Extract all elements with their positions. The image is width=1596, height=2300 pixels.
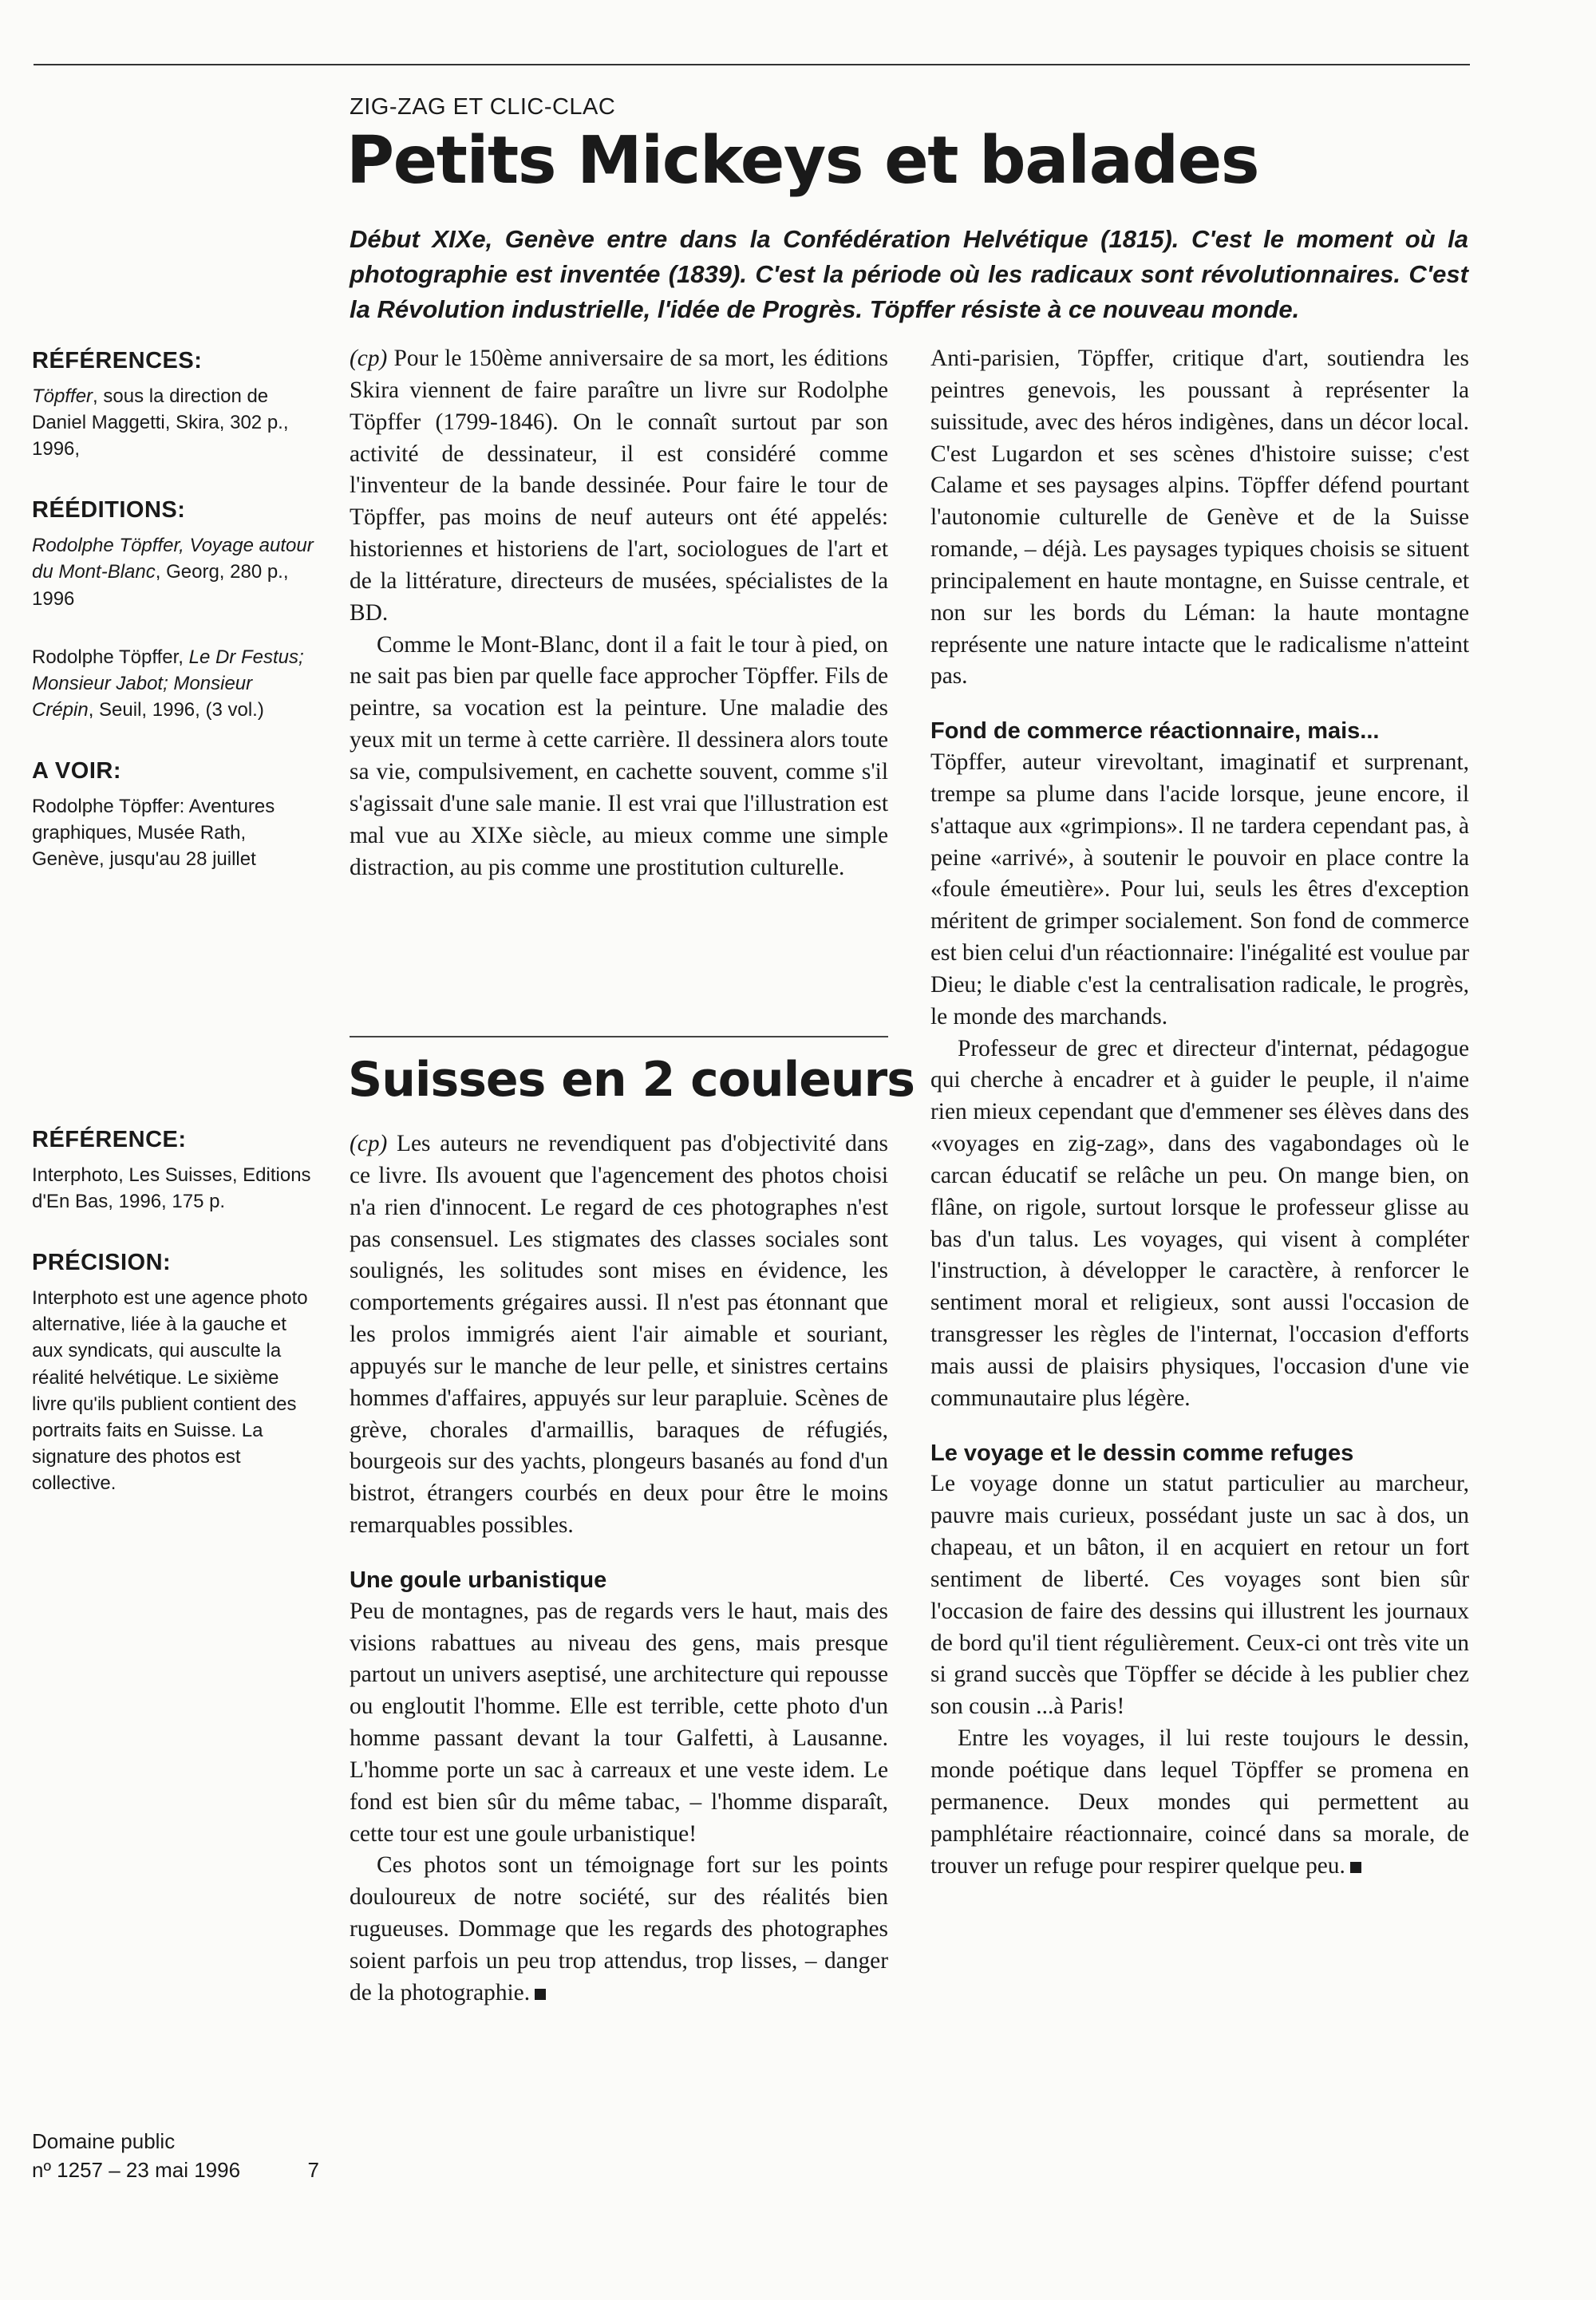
page-number: 7 bbox=[307, 2158, 319, 2183]
col2-paragraph-5: Entre les voyages, il lui reste toujours le dessin, monde poétique dans lequel Töpffer se promena en permanence. Deux mondes qui permettent au pamphlétaire réactionnaire, coincé dans sa morale, de trouver un refuge pour respirer quelque peu. bbox=[930, 1725, 1469, 1879]
sidebar-upper bbox=[32, 345, 315, 904]
col2-subhead-1: Fond de commerce réactionnaire, mais... bbox=[930, 718, 1380, 745]
col1-subhead: Une goule urbanistique bbox=[350, 1567, 607, 1593]
col2-paragraph-1: Anti-parisien, Töpffer, critique d'art, soutiendra les peintres genevois, les poussant à représenter la suissitude, avec des héros indigènes, dans un décor local. C'est Lugardon et ses scènes d'histoire suisse; c'est Calame et ses paysages alpins. Töpffer défend pourtant l'autonomie culturelle de Genève et de la Suisse romande, – déjà. Les paysages typiques choisis se situent principalement en haute montagne, en Suisse centrale, et non sur les bords du Léman: la haute montagne représente une nature intacte que le radicalisme n'atteint pas. bbox=[930, 346, 1469, 690]
avoir-heading: A VOIR: bbox=[32, 758, 121, 784]
col2-subhead-2: Le voyage et le dessin comme refuges bbox=[930, 1440, 1354, 1466]
page-title: Petits Mickeys et balades bbox=[346, 123, 1259, 199]
col2-paragraph-2: Töpffer, auteur virevoltant, imaginatif et surprenant, trempe sa plume dans l'acide lorsque, jeune encore, il s'attaque aux «grimpions». Il ne tardera cependant pas, à peine «arrivé», à soutenir le pouvoir en place contre la «foule émeutière». Pour lui, seuls les êtres d'exception méritent de grimper socialement. Son fond de commerce est bien celui d'un réactionnaire: l'inégalité est voulue par Dieu; le diable c'est la centralisation radicale, le progrès, le monde des marchands. bbox=[930, 749, 1469, 1029]
end-mark-icon bbox=[535, 1989, 546, 2000]
col2-paragraph-4: Le voyage donne un statut particulier au marcheur, pauvre mais curieux, possédant juste un sac à dos, un chapeau, et un bâton, il en acquiert en retour un fort sentiment de liberté. Ces voyages sont bien sûr l'occasion de faire des dessins qui illustrent les journaux de bord qu'il tient régulièrement. Ceux-ci ont très vite un si grand succès que Töpffer se décide à les publier chez son cousin ...à Paris! bbox=[930, 1471, 1469, 1720]
col2-paragraph-3: Professeur de grec et directeur d'internat, pédagogue qui cherche à encadrer et à guider le peuple, il n'aime rien mieux cependant que d'emmener ses élèves dans des «voyages en zig-zag», dans des vagabondages où le carcan éducatif se relâche un peu. On mange bien, on flâne, on rigole, surtout lorsque le professeur glisse au bas d'un talus. Les voyages, qui visent à compléter l'instruction, à développer le caractère, à renforcer le sentiment moral et religieux, sont aussi l'occasion de transgresser les règles de l'internat, l'occasion d'efforts mais aussi de plaisirs physiques, l'occasion d'une vie communautaire plus légère. bbox=[930, 1035, 1469, 1411]
column-1-top bbox=[350, 343, 888, 883]
column-1-bottom bbox=[350, 1128, 888, 2010]
reference-text: Interphoto, Les Suisses, Editions d'En Bas, 1996, 175 p. bbox=[32, 1164, 311, 1213]
precision-text: Interphoto est une agence photo alternative, liée à la gauche et aux syndicats, qui ausculte la réalité helvétique. Le sixième livre qu'ils publient contient des portraits faits en Suisse. La signature des photos est collective. bbox=[32, 1287, 308, 1495]
references-heading: RÉFÉRENCES: bbox=[32, 348, 203, 373]
col1-paragraph-3: (cp) Les auteurs ne revendiquent pas d'objectivité dans ce livre. Ils avouent que l'agencement des photos choisi n'a rien d'innocent. Le regard de ces photographes n'est pas consensuel. Les stigmates des classes sociales sont soulignés, les solitudes sont mises en évidence, les comportements grégaires aussi. Il n'est pas étonnant que les prolos immigrés aient l'air aimable et souriant, appuyés sur le manche de leur pelle, et sinistres certains hommes d'affaires, appuyés sur leur parapluie. Scènes de grève, chorales d'armaillis, baraques de réfugiés, bourgeois sur des yachts, plongeurs basanés au fond d'un bistrot, étrangers courbés en deux pour être le moins remarquables possibles. bbox=[350, 1131, 888, 1539]
avoir-text: Rodolphe Töpffer: Aventures graphiques, Musée Rath, Genève, jusqu'au 28 juillet bbox=[32, 796, 275, 871]
reedition-1: Rodolphe Töpffer, Voyage autour du Mont-Blanc, Georg, 280 p., 1996 bbox=[32, 535, 314, 610]
footer bbox=[32, 2127, 319, 2185]
col1-paragraph-1: (cp) Pour le 150ème anniversaire de sa mort, les éditions Skira viennent de faire paraître un livre sur Rodolphe Töpffer (1799-1846). On le connaît surtout par son activité de dessinateur, il est considéré comme l'inventeur de la bande dessinée. Pour faire le tour de Töpffer, pas moins de neuf auteurs ont été appelés: historiennes et historiens de l'art, sociologues de l'art et de la littérature, directeurs de musées, spécialistes de la BD. bbox=[350, 346, 888, 626]
sidebar-lower bbox=[32, 1124, 315, 1528]
reeditions-heading: RÉÉDITIONS: bbox=[32, 497, 186, 524]
section-rule bbox=[350, 1036, 888, 1037]
col1-paragraph-2: Comme le Mont-Blanc, dont il a fait le tour à pied, on ne sait pas bien par quelle face approcher Töpffer. Fils de peintre, sa vocation est la peinture. Une maladie des yeux mit un terme à cette carrière. Il dessinera alors toute sa vie, compulsivement, en cachette souvent, comme s'il s'agissait d'une sale manie. Il est vrai que l'illustration est mal vue au XIXe siècle, au mieux comme une simple distraction, au pis comme une prostitution culturelle. bbox=[350, 631, 888, 880]
col1-paragraph-5: Ces photos sont un témoignage fort sur les points douloureux de notre société, sur des réalités bien rugueuses. Dommage que les regards des photographes soient parfois un peu trop attendus, trop lisses, – danger de la photographie. bbox=[350, 1852, 888, 2006]
publication-name: Domaine public bbox=[32, 2129, 176, 2153]
top-rule bbox=[34, 64, 1470, 65]
lead-paragraph: Début XIXe, Genève entre dans la Confédération Helvétique (1815). C'est le moment où la photographie est inventée (1839). C'est la période où les radicaux sont révolutionnaires. C'est la Révolution industrielle, l'idée de Progrès. Töpffer résiste à ce nouveau monde. bbox=[350, 225, 1468, 324]
reference-heading: RÉFÉRENCE: bbox=[32, 1127, 187, 1152]
col1-paragraph-4: Peu de montagnes, pas de regards vers le haut, mais des visions rabattues au niveau des gens, mais presque partout un univers aseptisé, une architecture qui repousse ou engloutit l'homme. Elle est terrible, cette photo d'un homme passant devant la tour Galfetti, à Lausanne. L'homme porte un sac à carreaux et une veste idem. Le fond est bien sûr du même tabac, – l'homme disparaît, cette tour est une goule urbanistique! bbox=[350, 1598, 888, 1847]
precision-heading: PRÉCISION: bbox=[32, 1250, 172, 1276]
end-mark-icon bbox=[1350, 1862, 1361, 1873]
column-2 bbox=[930, 343, 1469, 1882]
references-text: Töpffer, sous la direction de Daniel Maggetti, Skira, 302 p., 1996, bbox=[32, 385, 289, 460]
section-title: Suisses en 2 couleurs bbox=[348, 1052, 915, 1108]
kicker: ZIG-ZAG ET CLIC-CLAC bbox=[350, 94, 616, 120]
issue-info: nº 1257 – 23 mai 1996 bbox=[32, 2158, 241, 2183]
reedition-2: Rodolphe Töpffer, Le Dr Festus; Monsieur Jabot; Monsieur Crépin, Seuil, 1996, (3 vol.) bbox=[32, 646, 304, 721]
